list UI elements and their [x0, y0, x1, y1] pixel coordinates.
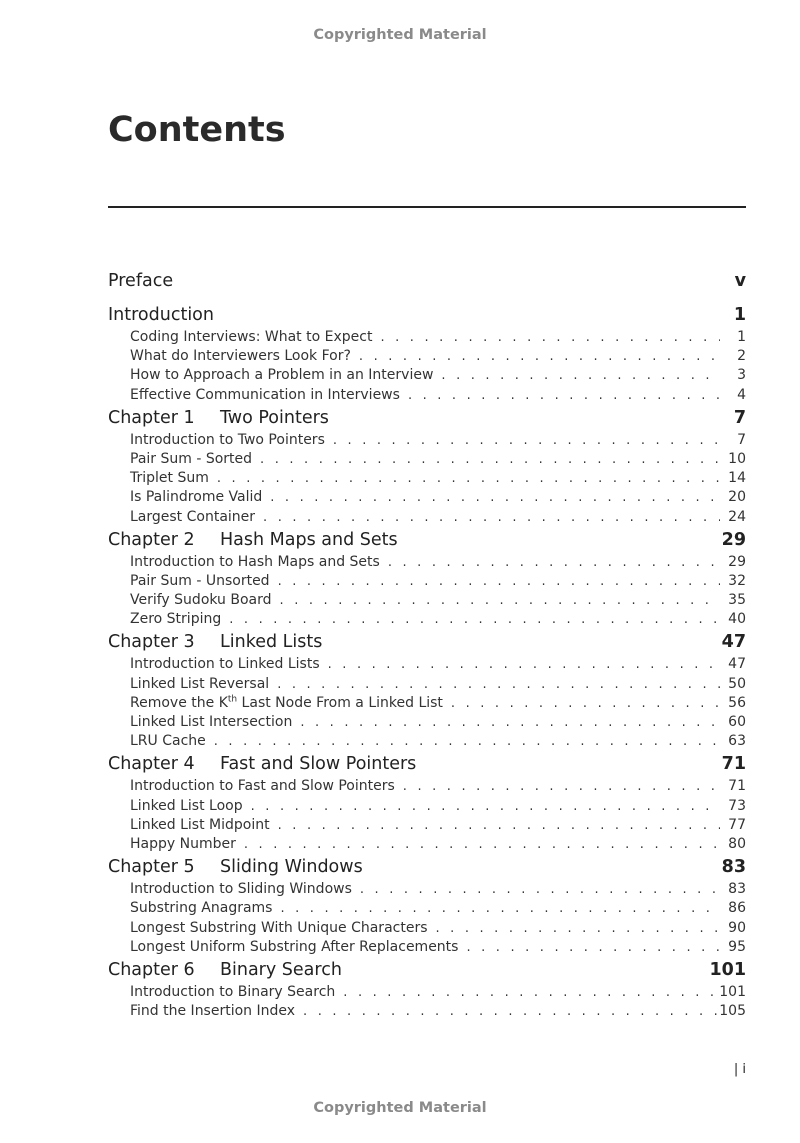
leader-dots [256, 450, 720, 469]
toc-section-chapter-2 [108, 527, 746, 630]
leader-dots [432, 919, 721, 938]
chapter-page: 83 [721, 857, 746, 878]
subentry-page: 40 [728, 611, 746, 628]
toc-subentry[interactable] [108, 431, 746, 450]
toc-subentry[interactable] [108, 450, 746, 469]
subentry-title: Verify Sudoku Board [130, 592, 272, 609]
leader-dots [259, 508, 720, 527]
toc-entry-chapter-6[interactable] [108, 957, 746, 983]
leader-dots [329, 431, 720, 450]
toc-subentry[interactable] [108, 983, 746, 1002]
chapter-name: Two Pointers [220, 407, 329, 428]
toc-section-chapter-1 [108, 405, 746, 527]
subentry-title: Longest Substring With Unique Characters [130, 919, 428, 936]
leader-dots [276, 591, 720, 610]
subentry-page: 35 [728, 592, 746, 609]
toc-section-chapter-3 [108, 629, 746, 751]
subentry-page: 7 [737, 431, 746, 448]
table-of-contents [108, 268, 746, 1021]
toc-subentry[interactable] [108, 713, 746, 732]
toc-subentry[interactable] [108, 694, 746, 713]
leader-dots [404, 386, 720, 405]
subentry-title: Happy Number [130, 835, 236, 852]
leader-dots [299, 1002, 719, 1021]
subentry-page: 101 [719, 983, 746, 1000]
subentry-page: 1 [737, 329, 746, 345]
toc-subentry[interactable] [108, 880, 746, 899]
subentry-title: Longest Uniform Substring After Replacements [130, 938, 459, 955]
leader-dots [273, 675, 720, 694]
chapter-label: Chapter 1 [108, 407, 195, 428]
subentry-title: Coding Interviews: What to Expect [130, 329, 373, 345]
toc-entry-chapter-2[interactable] [108, 527, 746, 553]
toc-entry-chapter-1[interactable] [108, 405, 746, 431]
subentry-title: Largest Container [130, 508, 256, 525]
chapter-page: 7 [733, 407, 746, 428]
subentry-page: 24 [728, 508, 746, 525]
subentry-title: Introduction to Linked Lists [130, 656, 320, 673]
toc-subentry[interactable] [108, 469, 746, 488]
chapter-name: Linked Lists [220, 632, 323, 653]
toc-subentry[interactable] [108, 488, 746, 507]
subentry-title-sup: th [227, 694, 238, 705]
chapter-name: Hash Maps and Sets [220, 529, 398, 550]
leader-dots [462, 938, 720, 957]
chapter-name: Fast and Slow Pointers [220, 754, 417, 775]
toc-entry-chapter-3[interactable] [108, 629, 746, 655]
chapter-label: Chapter 2 [108, 529, 195, 550]
leader-dots [225, 610, 720, 629]
subentry-title: Introduction to Fast and Slow Pointers [130, 778, 395, 795]
leader-dots [339, 983, 719, 1002]
subentry-page: 3 [737, 367, 746, 384]
leader-dots [356, 880, 720, 899]
subentry-page: 63 [728, 733, 746, 750]
toc-subentry[interactable] [108, 553, 746, 572]
leader-dots [437, 366, 720, 385]
toc-subentry[interactable] [108, 938, 746, 957]
leader-dots [240, 835, 720, 854]
page-number: | i [733, 1062, 746, 1077]
toc-subentry[interactable] [108, 899, 746, 918]
subentry-page: 77 [728, 816, 746, 833]
watermark-top: Copyrighted Material [313, 27, 487, 43]
chapter-name: Binary Search [220, 959, 342, 980]
subentry-page: 80 [728, 835, 746, 852]
subentry-page: 32 [728, 572, 746, 589]
chapter-label: Chapter 4 [108, 754, 195, 775]
toc-subentry[interactable] [108, 816, 746, 835]
leader-dots [447, 694, 720, 713]
toc-subentry[interactable] [108, 919, 746, 938]
chapter-page: 47 [721, 632, 746, 653]
toc-subentry[interactable] [108, 610, 746, 629]
toc-subentry[interactable] [108, 572, 746, 591]
leader-dots [247, 797, 720, 816]
chapter-name: Sliding Windows [220, 857, 363, 878]
toc-subentry[interactable] [108, 386, 746, 405]
leader-dots [266, 488, 720, 507]
subentry-title: LRU Cache [130, 733, 206, 750]
introduction-label: Introduction [108, 305, 214, 325]
chapter-label: Chapter 5 [108, 857, 195, 878]
toc-subentry[interactable] [108, 835, 746, 854]
toc-subentry[interactable] [108, 591, 746, 610]
subentry-title: Introduction to Binary Search [130, 983, 336, 1000]
subentry-title: Pair Sum - Unsorted [130, 572, 270, 589]
toc-entry-chapter-4[interactable] [108, 751, 746, 777]
subentry-title: Effective Communication in Interviews [130, 386, 400, 403]
subentry-page: 2 [737, 348, 746, 365]
subentry-page: 83 [728, 881, 746, 898]
toc-subentry[interactable] [108, 675, 746, 694]
subentry-title: Linked List Reversal [130, 675, 270, 692]
chapter-page: 29 [721, 529, 746, 550]
subentry-title: Substring Anagrams [130, 900, 273, 917]
subentry-title: Introduction to Two Pointers [130, 431, 325, 448]
chapter-page: 101 [709, 959, 746, 980]
leader-dots [276, 899, 720, 918]
toc-entry-chapter-5[interactable] [108, 854, 746, 880]
subentry-page: 10 [728, 450, 746, 467]
subentry-title [130, 694, 447, 713]
subentry-page: 90 [728, 919, 746, 936]
title-rule [108, 206, 746, 208]
leader-dots [213, 469, 720, 488]
toc-subentry[interactable] [108, 347, 746, 366]
subentry-title: Linked List Loop [130, 797, 243, 814]
toc-subentry[interactable] [108, 366, 746, 385]
leader-dots [324, 655, 720, 674]
leader-dots [376, 328, 720, 347]
leader-dots [355, 347, 720, 366]
preface-page: v [734, 271, 746, 291]
subentry-title: Introduction to Hash Maps and Sets [130, 553, 380, 570]
subentry-page: 4 [737, 386, 746, 403]
chapter-label: Chapter 6 [108, 959, 195, 980]
introduction-page: 1 [733, 305, 746, 325]
subentry-title: Zero Striping [130, 611, 222, 628]
toc-subentry[interactable] [108, 732, 746, 751]
subentry-page: 95 [728, 938, 746, 955]
leader-dots [210, 732, 720, 751]
toc-subentry[interactable] [108, 777, 746, 796]
subentry-page: 14 [728, 470, 746, 487]
subentry-title: Pair Sum - Sorted [130, 450, 253, 467]
subentry-title: Triplet Sum [130, 470, 209, 487]
subentry-page: 73 [728, 797, 746, 814]
toc-entry-preface[interactable] [108, 268, 746, 294]
leader-dots [399, 777, 720, 796]
toc-section-chapter-4 [108, 751, 746, 854]
toc-section-chapter-5 [108, 854, 746, 957]
toc-subentry[interactable] [108, 1002, 746, 1021]
subentry-page: 29 [728, 553, 746, 570]
leader-dots [296, 713, 720, 732]
preface-label: Preface [108, 271, 174, 291]
toc-subentry[interactable] [108, 797, 746, 816]
subentry-page: 105 [719, 1003, 746, 1020]
toc-subentry[interactable] [108, 328, 746, 347]
subentry-title: Find the Insertion Index [130, 1003, 296, 1020]
subentry-page: 71 [728, 778, 746, 795]
subentry-page: 50 [728, 675, 746, 692]
subentry-page: 47 [728, 656, 746, 673]
subentry-page: 20 [728, 489, 746, 506]
subentry-title: Linked List Intersection [130, 714, 293, 730]
subentry-page: 86 [728, 900, 746, 917]
subentry-title: How to Approach a Problem in an Interview [130, 367, 434, 384]
subentry-title: Linked List Midpoint [130, 816, 270, 833]
subentry-title-pre: Remove the K [130, 694, 228, 711]
subentry-title: What do Interviewers Look For? [130, 348, 351, 365]
toc-subentry[interactable] [108, 508, 746, 527]
chapter-label: Chapter 3 [108, 632, 195, 653]
subentry-title-post: Last Node From a Linked List [237, 694, 443, 711]
page-title: Contents [108, 110, 286, 150]
watermark-bottom: Copyrighted Material [313, 1100, 487, 1116]
toc-entry-introduction[interactable] [108, 302, 746, 328]
subentry-page: 60 [728, 714, 746, 730]
toc-section-chapter-6 [108, 957, 746, 1021]
leader-dots [384, 553, 720, 572]
leader-dots [274, 572, 720, 591]
toc-subentry[interactable] [108, 655, 746, 674]
subentry-title: Is Palindrome Valid [130, 489, 263, 506]
chapter-page: 71 [721, 754, 746, 775]
leader-dots [274, 816, 720, 835]
subentry-page: 56 [728, 694, 746, 711]
subentry-title: Introduction to Sliding Windows [130, 881, 352, 898]
toc-section-introduction [108, 302, 746, 405]
